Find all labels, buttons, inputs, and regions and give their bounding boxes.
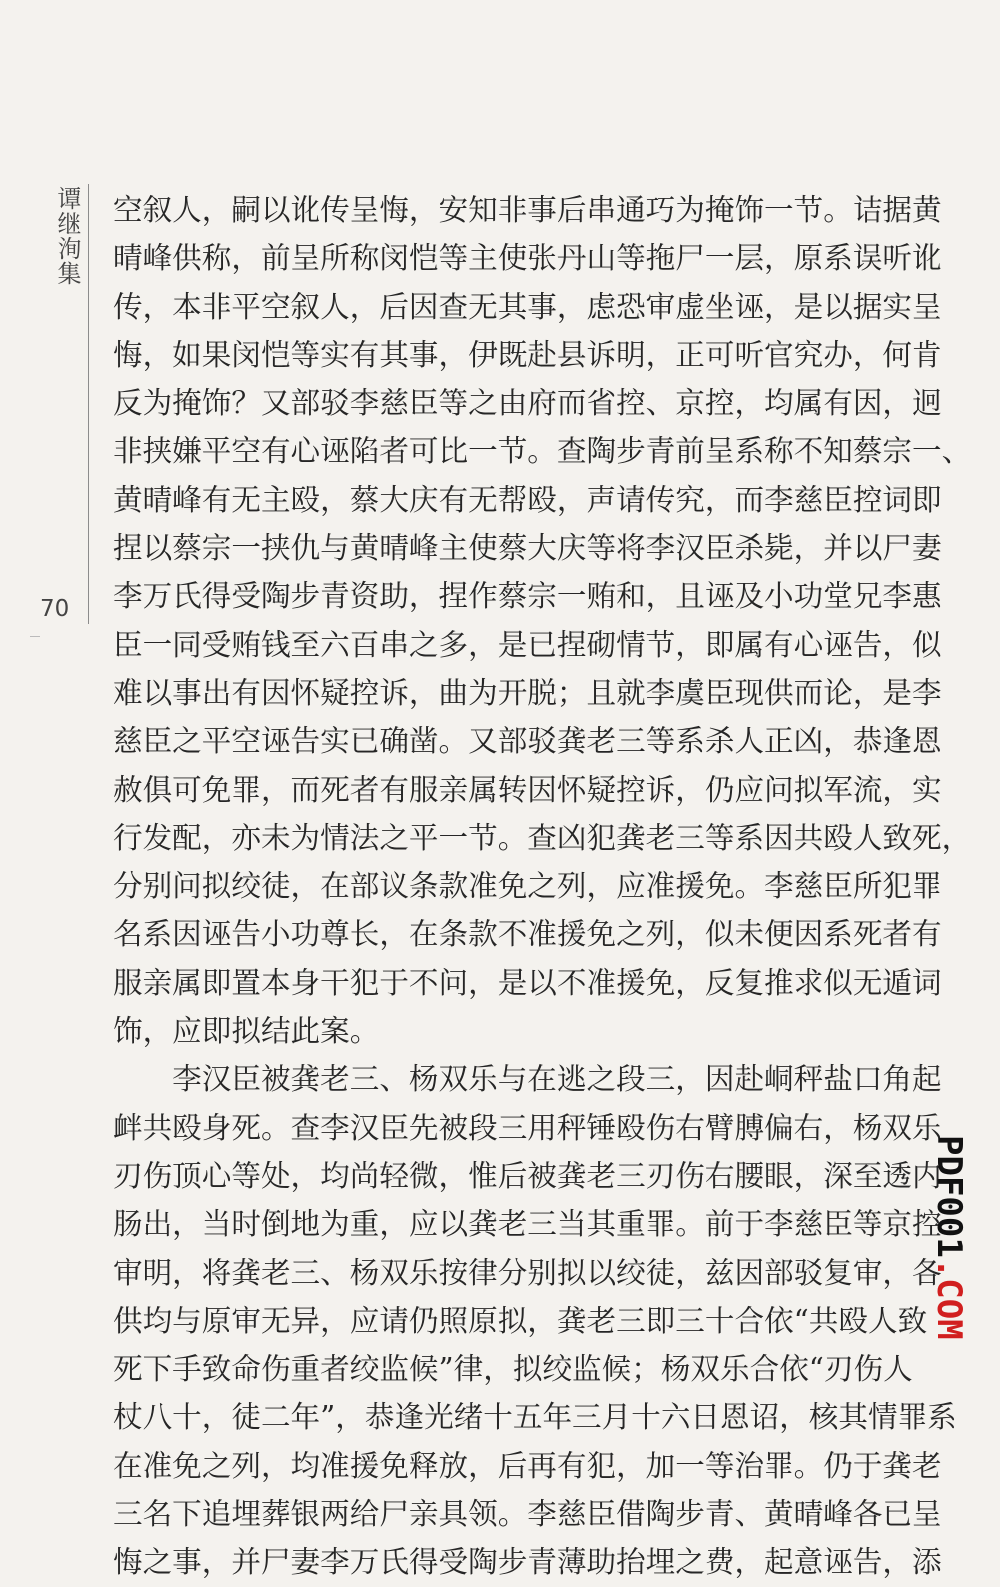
text-line: 悔，如果闵恺等实有其事，伊既赴县诉明，正可听官究办，何肯 <box>113 337 942 372</box>
text-line: 分别问拟绞徒，在部议条款准免之列，应准援免。李慈臣所犯罪 <box>113 869 942 904</box>
text-line: 服亲属即置本身干犯于不问，是以不准援免，反复推求似无遁词 <box>113 965 942 1000</box>
text-line: 行发配，亦未为情法之平一节。查凶犯龚老三等系因共殴人致死， <box>113 820 972 855</box>
text-line: 空叙人，嗣以讹传呈悔，安知非事后串通巧为掩饰一节。诘据黄 <box>113 193 942 227</box>
scan-speck <box>30 636 40 637</box>
text-line: 供均与原审无异，应请仍照原拟，龚老三即三十合依“共殴人致 <box>113 1303 928 1338</box>
watermark-suffix: .COM <box>929 1257 969 1340</box>
text-line: 在准免之列，均准援免释放，后再有犯，加一等治罪。仍于龚老 <box>113 1448 942 1483</box>
text-line: 三名下追埋葬银两给尸亲具领。李慈臣借陶步青、黄晴峰各已呈 <box>113 1497 942 1532</box>
text-line: 传，本非平空叙人，后因查无其事，虑恐审虚坐诬，是以据实呈 <box>113 289 942 324</box>
text-line: 难以事出有因怀疑控诉，曲为开脱；且就李虞臣现供而论，是李 <box>113 675 942 710</box>
page-number: 70 <box>40 596 70 622</box>
text-line: 晴峰供称，前呈所称闵恺等主使张丹山等拖尸一层，原系误听讹 <box>113 241 942 276</box>
text-line: 刃伤顶心等处，均尚轻微，惟后被龚老三刃伤右腰眼，深至透内 <box>113 1158 942 1193</box>
text-line: 名系因诬告小功尊长，在条款不准援免之列，似未便因系死者有 <box>113 917 942 952</box>
text-line: 审明，将龚老三、杨双乐按律分别拟以绞徒，兹因部驳复审，各 <box>113 1255 942 1290</box>
paragraph-start-line: 李汉臣被龚老三、杨双乐与在逃之段三，因赴峒秤盐口角起 <box>113 1062 942 1097</box>
text-line: 死下手致命伤重者绞监候”律，拟绞监候；杨双乐合依“刃伤人 <box>113 1352 913 1387</box>
text-line: 非挟嫌平空有心诬陷者可比一节。查陶步青前呈系称不知蔡宗一、 <box>113 434 972 469</box>
margin-rule <box>88 184 89 624</box>
text-line: 赦俱可免罪，而死者有服亲属转因怀疑控诉，仍应问拟军流，实 <box>113 772 942 807</box>
text-line: 肠出，当时倒地为重，应以龚老三当其重罪。前于李慈臣等京控 <box>113 1207 942 1242</box>
text-line: 饰，应即拟结此案。 <box>113 1014 380 1049</box>
watermark <box>925 1135 969 1340</box>
text-line: 悔之事，并尸妻李万氏得受陶步青薄助抬埋之费，起意诬告，添 <box>113 1545 942 1580</box>
text-line: 李万氏得受陶步青资助，捏作蔡宗一贿和，且诬及小功堂兄李惠 <box>113 579 942 614</box>
watermark-main: PDF001 <box>929 1135 969 1258</box>
text-line: 衅共殴身死。查李汉臣先被段三用秤锤殴伤右臂膊偏右，杨双乐 <box>113 1110 942 1145</box>
text-line: 黄晴峰有无主殴，蔡大庆有无帮殴，声请传究，而李慈臣控词即 <box>113 482 942 517</box>
text-line: 慈臣之平空诬告实已确凿。又部驳龚老三等系杀人正凶，恭逢恩 <box>113 724 942 759</box>
text-line: 捏以蔡宗一挟仇与黄晴峰主使蔡大庆等将李汉臣杀毙，并以尸妻 <box>113 531 942 566</box>
text-line: 反为掩饰？又部驳李慈臣等之由府而省控、京控，均属有因，迥 <box>113 386 942 421</box>
text-line: 杖八十，徒二年”，恭逢光绪十五年三月十六日恩诏，核其情罪系 <box>113 1400 957 1435</box>
text-line: 臣一同受贿钱至六百串之多，是已捏砌情节，即属有心诬告，似 <box>113 627 942 662</box>
running-head: 谭继洵集 <box>53 186 81 286</box>
